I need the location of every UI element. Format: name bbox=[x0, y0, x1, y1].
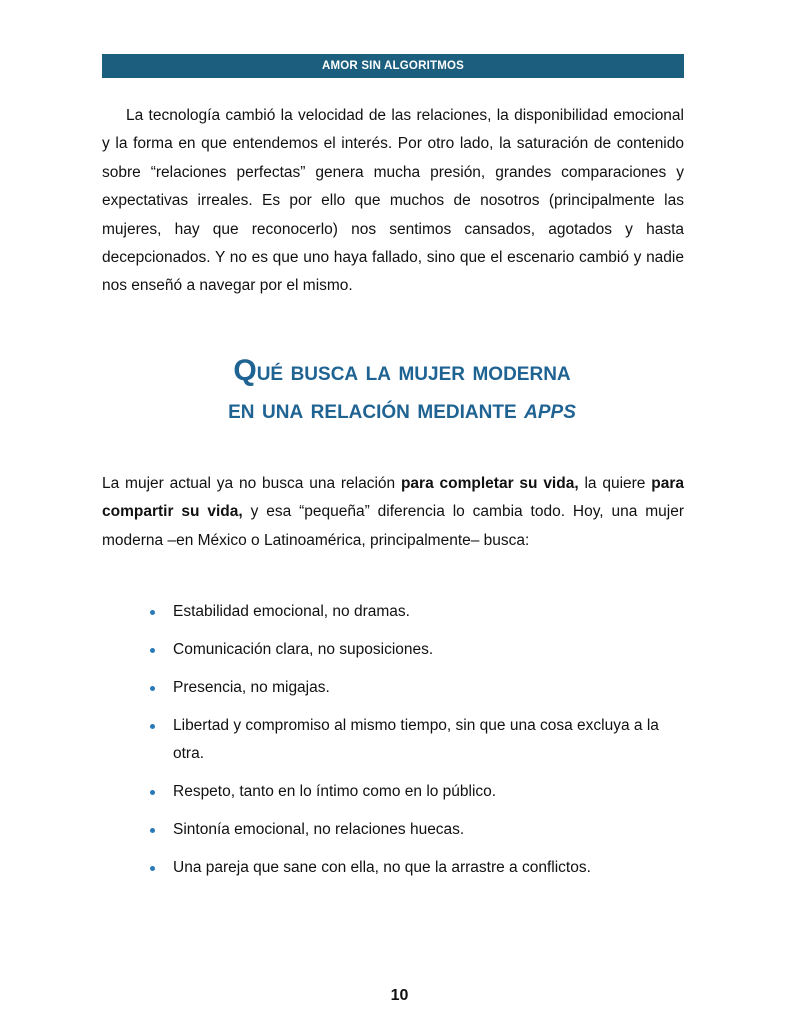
running-header-title: AMOR SIN ALGORITMOS bbox=[321, 60, 464, 72]
running-header bbox=[102, 54, 684, 78]
bullet-icon bbox=[150, 686, 155, 691]
intro-paragraph: La tecnología cambió la velocidad de las relaciones, la disponibilidad emocional y la forma en que entendemos el interés. Por otro lado, la saturación de contenido sobre “relaciones perfectas” genera mucha presión, grandes comparaciones y expectativas irreales. Es por ello que muchos de nosotros (principalmente las mujeres, hay que reconocerlo) nos sentimos cansados, agotados y hasta decepcionados. Y no es que uno haya fallado, sino que el escenario cambió y nadie nos enseñó a navegar por el mismo. bbox=[102, 107, 684, 295]
bullet-icon bbox=[150, 790, 155, 795]
list-item bbox=[146, 712, 686, 768]
second-paragraph-part2: la quiere bbox=[578, 475, 652, 492]
heading-line2: en una relación mediante bbox=[228, 394, 525, 424]
list-item bbox=[146, 674, 686, 702]
bullet-icon bbox=[150, 828, 155, 833]
list-item bbox=[146, 778, 686, 806]
list-item bbox=[146, 636, 686, 664]
list-item bbox=[146, 598, 686, 626]
second-paragraph-bold1: para completar su vida, bbox=[400, 475, 579, 492]
second-paragraph-part3: y esa “pequeña” diferencia lo cambia todo. Hoy, una mujer moderna –en México o Latinoamérica, principalmente– busca: bbox=[102, 503, 685, 549]
second-paragraph-part1: La mujer actual ya no busca una relación bbox=[102, 475, 401, 492]
heading-initial: Q bbox=[233, 354, 257, 387]
list-item bbox=[146, 816, 686, 844]
section-heading bbox=[102, 352, 702, 429]
page-number: 10 bbox=[390, 987, 409, 1004]
list-item-text: Respeto, tanto en lo íntimo como en lo público. bbox=[173, 783, 497, 800]
list-item bbox=[146, 854, 686, 882]
list-item-text: Presencia, no migajas. bbox=[173, 679, 330, 696]
list-item-text: Estabilidad emocional, no dramas. bbox=[173, 603, 410, 620]
second-paragraph bbox=[102, 470, 684, 555]
list-item-text: Libertad y compromiso al mismo tiempo, sin que una cosa excluya a la otra. bbox=[173, 717, 659, 762]
heading-apps: apps bbox=[524, 394, 576, 424]
list-item-text: Una pareja que sane con ella, no que la arrastre a conflictos. bbox=[173, 859, 591, 876]
bullet-icon bbox=[150, 724, 155, 729]
list-item-text: Sintonía emocional, no relaciones huecas. bbox=[173, 821, 465, 838]
heading-line1: ué busca la mujer moderna bbox=[256, 356, 571, 386]
second-paragraph-bold2: para compartir su vida, bbox=[102, 475, 684, 521]
list-item-text: Comunicación clara, no suposiciones. bbox=[173, 641, 434, 658]
bullet-list bbox=[146, 598, 686, 892]
bullet-icon bbox=[150, 648, 155, 653]
bullet-icon bbox=[150, 610, 155, 615]
bullet-icon bbox=[150, 866, 155, 871]
